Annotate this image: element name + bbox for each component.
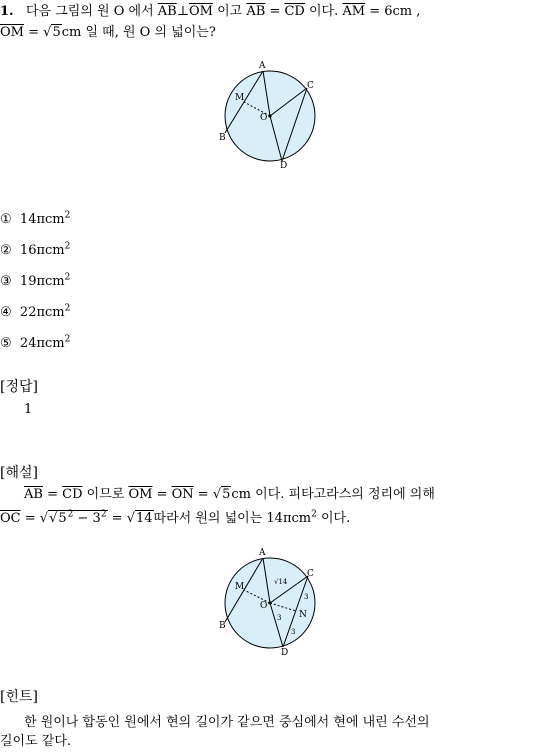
choice-3[interactable] [0, 274, 70, 289]
equals-sign: = [269, 4, 281, 19]
choice-4[interactable] [0, 305, 70, 320]
label-a-2: A [259, 548, 266, 558]
hint-label: [힌트] [0, 689, 38, 705]
exp-segment-on: $\overline{ON}$ [171, 487, 194, 502]
equals-sign-2: = [28, 25, 40, 40]
circle-figure-2 [215, 543, 325, 659]
label-b: B [219, 133, 226, 143]
segment-am: $\overline{AM}$ [342, 4, 366, 19]
question-text-b: 이고 [217, 4, 243, 19]
choice-4-value: 22πcm [19, 305, 65, 320]
exp-inner-root: 5 [58, 511, 67, 526]
question-line-1 [0, 3, 420, 21]
label-c-2: C [307, 569, 314, 579]
exp-minus: − 3 [77, 511, 101, 526]
label-n: N [299, 610, 307, 620]
segment-ab: $\overline{AB}$ [157, 4, 177, 19]
center-point-2 [268, 601, 271, 604]
exp-minus-exp: 2 [100, 509, 107, 520]
hint-line-1: 한 원이나 합동인 원에서 현의 길이가 같으면 중심에서 현에 내린 수선의 [24, 715, 430, 730]
segment-cd: $\overline{CD}$ [284, 4, 305, 19]
exp-segment-om: $\overline{OM}$ [128, 487, 153, 502]
question-line-2: $\overline{OM} = √5cm$ 일 때, 원 O 의 넓이는? [0, 25, 216, 40]
choice-3-exp: 2 [64, 272, 71, 283]
choice-5-value: 24πcm [19, 336, 65, 351]
exp-segment-cd: $\overline{CD}$ [62, 487, 83, 502]
exp-segment-ab: $\overline{AB}$ [24, 487, 43, 502]
choice-2-exp: 2 [64, 241, 71, 252]
explanation-line-1: $\overline{AB} = \overline{CD}$ 이므로 $\overline{OM} = \overline{ON} = √5cm$ 이다. 피타고라스의 정리에 의해 [24, 487, 435, 502]
choice-1-value: 14πcm [19, 212, 65, 227]
question-text-c: 이다. [309, 4, 339, 19]
root-5: 5 [52, 25, 61, 40]
exp-segment-oc: $\overline{OC}$ [0, 511, 21, 526]
answer-label: [정답] [0, 379, 38, 395]
label-three-b: 3 [277, 614, 282, 622]
segment-ab-2: $\overline{AB}$ [246, 4, 266, 19]
choice-2[interactable] [0, 243, 70, 258]
choice-3-number: ③ [0, 274, 12, 289]
explanation-line-2: $\overline{OC} = √√5^2 - 3^2 = √14$따라서 원의 넓이는 14πcm$^2$ 이다. [0, 509, 351, 526]
hint-line-2: 길이도 같다. [0, 734, 72, 749]
label-three-a: 3 [304, 593, 309, 601]
exp-outer-root: $√5^2 - 3^2$ [49, 509, 107, 526]
exp-root-14: 14 [136, 511, 153, 526]
label-root14: √14 [274, 578, 288, 586]
exp-text-1: 이므로 [86, 487, 125, 502]
segment-om: $\overline{OM}$ [188, 4, 213, 19]
choice-5[interactable] [0, 336, 70, 351]
exp-text-3-exp: 2 [311, 509, 317, 520]
choice-5-exp: 2 [64, 334, 71, 345]
choice-4-number: ④ [0, 305, 12, 320]
answer-value: 1 [24, 402, 33, 417]
label-three-c: 3 [291, 628, 296, 636]
center-point [268, 114, 271, 117]
label-d-2: D [281, 648, 289, 658]
choice-2-number: ② [0, 243, 12, 258]
segment-om-2: $\overline{OM}$ [0, 25, 24, 40]
choice-4-exp: 2 [64, 303, 71, 314]
label-o: O [260, 113, 268, 123]
exp-inner-exp: 2 [67, 509, 74, 520]
question-text-end: cm 일 때, 원 O 의 넓이는? [61, 25, 216, 40]
circle-figure-1 [215, 58, 325, 170]
label-a: A [259, 61, 266, 71]
exp-text-2: cm 이다. 피타고라스의 정리에 의해 [231, 487, 435, 502]
label-b-2: B [219, 621, 226, 631]
explanation-label: [해설] [0, 465, 38, 481]
choice-5-number: ⑤ [0, 336, 12, 351]
perp-symbol: ⊥ [176, 4, 189, 19]
exp-root-5: 5 [222, 487, 231, 502]
choice-1-number: ① [0, 212, 12, 227]
choice-1-exp: 2 [64, 210, 71, 221]
exp-text-4: 이다. [320, 511, 351, 526]
label-m: M [235, 93, 245, 103]
label-m-2: M [235, 582, 245, 592]
question-text-a: 다음 그림의 원 O 에서 [25, 4, 154, 19]
choice-3-value: 19πcm [19, 274, 65, 289]
choice-1[interactable] [0, 212, 70, 227]
label-d: D [280, 161, 288, 170]
label-c: C [307, 81, 314, 91]
label-o-2: O [260, 601, 268, 611]
question-number: 1. [0, 4, 14, 19]
exp-text-3: 따라서 원의 넓이는 14πcm [153, 511, 312, 526]
am-value: = 6cm , [369, 4, 421, 19]
choice-2-value: 16πcm [19, 243, 65, 258]
